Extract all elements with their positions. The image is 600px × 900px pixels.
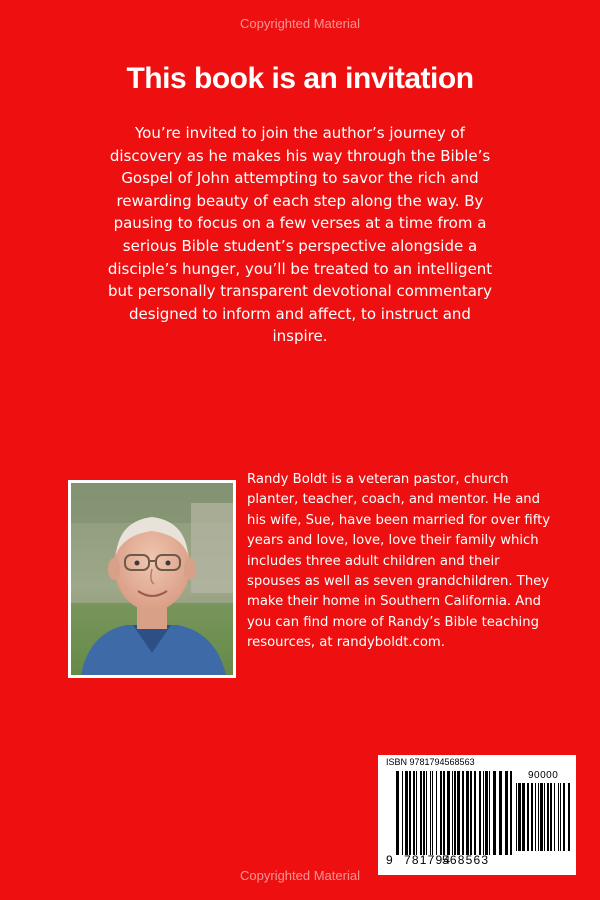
barcode-bar [499, 771, 502, 855]
barcode-bar [466, 771, 469, 855]
isbn-barcode [378, 755, 576, 875]
barcode-bar [409, 771, 411, 855]
barcode-bar [510, 771, 512, 855]
barcode-bar [547, 783, 549, 851]
isbn-label: ISBN 9781794568563 [386, 757, 475, 767]
author-bio: Randy Boldt is a veteran pastor, church planter, teacher, coach, and mentor. He and his wife, Sue, have been married for over fifty years and love, love, love their family which includes three adult children and their spouses as well as seven grandchildren. They make their home in Southern California. And you can find more of Randy’s Bible teaching resources, at randyboldt.com. [247, 472, 551, 651]
barcode-bar [405, 771, 408, 855]
barcode-bar [516, 783, 517, 851]
barcode-bar [454, 771, 456, 855]
barcode-bar [474, 771, 476, 855]
barcode-bar [489, 771, 490, 855]
barcode-bar [462, 771, 464, 855]
watermark-top: Copyrighted Material [240, 16, 360, 31]
barcode-bar [426, 771, 427, 855]
barcode-bar [493, 771, 496, 855]
barcode-bar [452, 771, 453, 855]
barcode-bar [470, 771, 472, 855]
barcode-bar [554, 783, 555, 851]
barcode-bar [563, 783, 565, 851]
barcode-bar [531, 783, 533, 851]
barcode-bar [413, 771, 415, 855]
barcode-bar [538, 783, 539, 851]
barcode-bar [505, 771, 508, 855]
barcode-bar [527, 783, 529, 851]
isbn-lead-digit: 9 [386, 853, 393, 867]
barcode-bar [443, 771, 445, 855]
barcode-bar [535, 783, 536, 851]
watermark-bottom: Copyrighted Material [240, 868, 360, 883]
price-code: 90000 [528, 770, 559, 781]
barcode-bar [568, 783, 570, 851]
barcode-bar [560, 783, 561, 851]
barcode-bar [430, 771, 431, 855]
barcode-bar [540, 783, 543, 851]
book-blurb: You’re invited to join the author’s journey of discovery as he makes his way through the Bible’s Gospel of John attempting to savor the rich and rewarding beauty of each step along the way. By pausing to focus on a few verses at a time from a serious Bible student’s perspective alongside a disciple’s hunger, you’ll be treated to an intelligent but personally transparent devotional commentary designed to inform and affect, to instruct and inspire. [107, 124, 493, 346]
barcode-bar [485, 771, 488, 855]
author-photo [71, 483, 233, 675]
barcode-bar [396, 771, 399, 855]
barcode-bar [416, 771, 417, 855]
barcode-bar [423, 771, 425, 855]
barcode-bar [436, 771, 437, 855]
barcode-bar [432, 771, 433, 855]
isbn-left-digits: 781794 [404, 853, 452, 867]
barcode-bar [518, 783, 521, 851]
back-cover-title: This book is an invitation [126, 62, 474, 95]
barcode-bar [402, 771, 403, 855]
isbn-right-digits: 568563 [442, 853, 490, 867]
barcode-bar [550, 783, 552, 851]
barcode-bar [544, 783, 545, 851]
barcode-bar [558, 783, 559, 851]
barcode-bar [440, 771, 442, 855]
barcode-bar [479, 771, 481, 855]
barcode-bar [457, 771, 460, 855]
barcode-bar [447, 771, 450, 855]
barcode-bar [522, 783, 525, 851]
barcode-bar [420, 771, 422, 855]
author-photo-frame [68, 480, 236, 678]
barcode-bar [483, 771, 484, 855]
